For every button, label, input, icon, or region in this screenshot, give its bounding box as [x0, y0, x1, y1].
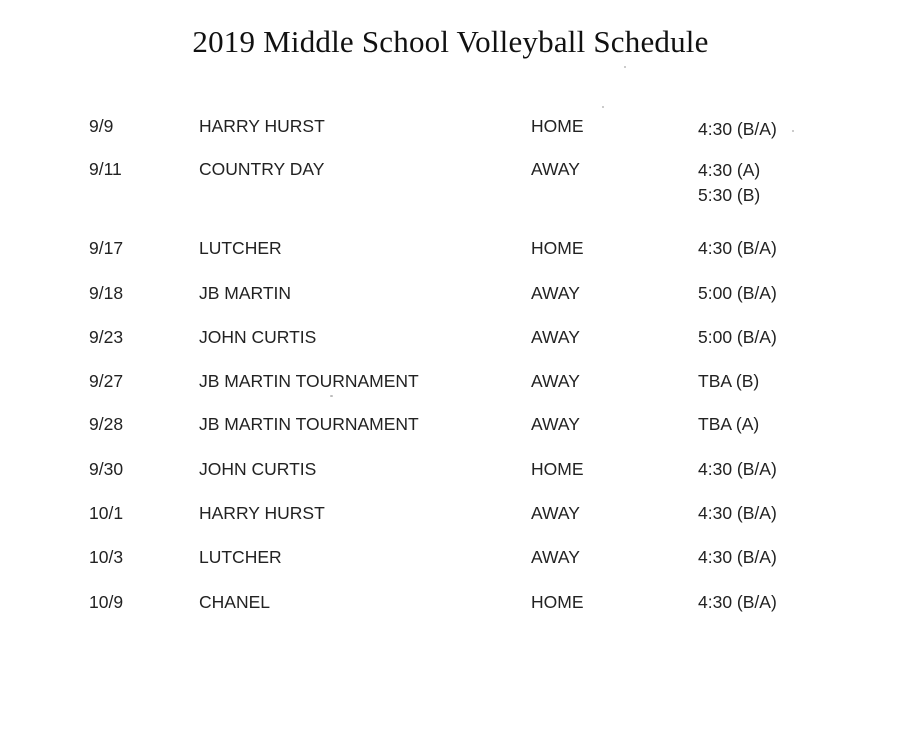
opponent-name: COUNTRY DAY	[199, 159, 325, 179]
game-time: 4:30 (A)	[698, 160, 761, 180]
opponent-name: HARRY HURST	[199, 116, 325, 136]
game-time: TBA (A)	[698, 414, 760, 434]
game-date: 10/3	[89, 547, 124, 567]
game-time: 4:30 (B/A)	[698, 238, 777, 258]
game-location: HOME	[531, 238, 584, 258]
game-location: HOME	[531, 592, 584, 612]
game-location: AWAY	[531, 547, 580, 567]
game-time: TBA (B)	[698, 371, 760, 391]
game-date: 10/9	[89, 592, 124, 612]
game-date: 9/30	[89, 459, 124, 479]
scan-speck	[602, 106, 604, 108]
opponent-name: HARRY HURST	[199, 503, 325, 523]
table-row	[0, 459, 901, 483]
table-row	[0, 159, 901, 213]
game-location: AWAY	[531, 503, 580, 523]
table-row	[0, 503, 901, 527]
game-time: 4:30 (B/A)	[698, 459, 777, 479]
game-location: AWAY	[531, 327, 580, 347]
table-row	[0, 238, 901, 262]
game-location: HOME	[531, 116, 584, 136]
game-date: 9/28	[89, 414, 124, 434]
opponent-name: CHANEL	[199, 592, 270, 612]
game-location: AWAY	[531, 283, 580, 303]
table-row	[0, 592, 901, 616]
game-location: AWAY	[531, 159, 580, 179]
table-row	[0, 371, 901, 395]
game-date: 9/11	[89, 159, 122, 179]
game-date: 9/18	[89, 283, 124, 303]
game-date: 9/23	[89, 327, 124, 347]
game-time: 5:00 (B/A)	[698, 283, 777, 303]
opponent-name: JB MARTIN	[199, 283, 292, 303]
table-row	[0, 327, 901, 351]
scan-speck	[330, 395, 333, 397]
game-location: HOME	[531, 459, 584, 479]
game-time: 5:30 (B)	[698, 185, 761, 205]
opponent-name: LUTCHER	[199, 238, 282, 258]
opponent-name: LUTCHER	[199, 547, 282, 567]
game-date: 9/27	[89, 371, 124, 391]
game-time: 4:30 (B/A)	[698, 119, 777, 139]
game-date: 9/17	[89, 238, 124, 258]
game-location: AWAY	[531, 371, 580, 391]
scan-speck	[792, 130, 794, 132]
game-time-list	[698, 159, 760, 206]
table-row	[0, 116, 901, 140]
opponent-name: JOHN CURTIS	[199, 327, 317, 347]
scan-speck	[624, 66, 626, 68]
game-time: 4:30 (B/A)	[698, 503, 777, 523]
game-time: 4:30 (B/A)	[698, 592, 777, 612]
table-row	[0, 283, 901, 307]
opponent-name: JB MARTIN TOURNAMENT	[199, 414, 419, 434]
game-date: 9/9	[89, 116, 114, 136]
game-date: 10/1	[89, 503, 124, 523]
page-title: 2019 Middle School Volleyball Schedule	[192, 24, 709, 59]
table-row	[0, 547, 901, 571]
game-time: 5:00 (B/A)	[698, 327, 777, 347]
opponent-name: JOHN CURTIS	[199, 459, 317, 479]
table-row	[0, 414, 901, 438]
game-location: AWAY	[531, 414, 580, 434]
game-time: 4:30 (B/A)	[698, 547, 777, 567]
opponent-name: JB MARTIN TOURNAMENT	[199, 371, 419, 391]
